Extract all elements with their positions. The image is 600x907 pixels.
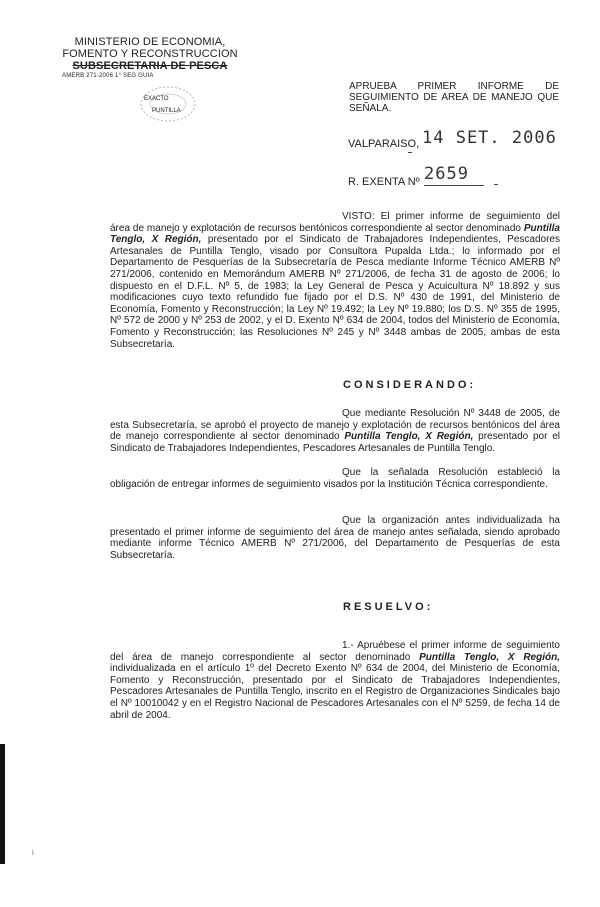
- dash-mark: [494, 184, 498, 185]
- visto-sector: Puntilla Tenglo, X Región,: [110, 222, 560, 246]
- scan-edge-mark: [0, 744, 5, 864]
- resuelvo-1-rest: individualizada en el artículo 1º del Decreto Exento Nº 634 de 2004, del Ministerio de Economía, Fomento y Reconstrucción, presentado por el Sindicato de Trabajadores Independientes, Pescadores Artesanales de Puntilla Tenglo, inscrito en el Registro de Organizaciones Sindicales bajo el Nº 10010042 y en el Registro Nacional de Pescadores Artesanales con el Nº 5259, de fecha 14 de abril de 2004.: [110, 663, 560, 721]
- resuelvo-1-sector: Puntilla Tenglo, X Región,: [419, 651, 561, 663]
- date-stamp: 14 SET. 2006: [422, 128, 557, 148]
- stamp-text-2: PUNTILLA: [152, 108, 181, 114]
- stamp-text-1: EXACTO: [144, 96, 169, 102]
- considerando-1-rest: presentado por el Sindicato de Trabajadores Independientes, Pescadores Artesanales de Puntilla Tenglo.: [110, 431, 560, 454]
- considerando-paragraph-3: Que la organización antes individualizada ha presentado el primer informe de seguimiento del área de manejo antes señalada, siendo aprobado mediante informe Técnico AMERB Nº 271/2006, del Departamento de Pesquerías de esta Subsecretaría.: [110, 515, 560, 561]
- exenta-number: 2659: [424, 164, 469, 184]
- exenta-underline: [424, 185, 484, 186]
- considerando-heading: CONSIDERANDO:: [343, 379, 477, 391]
- corner-mark: i: [32, 848, 34, 857]
- ministry-line-1: MINISTERIO DE ECONOMIA,: [74, 36, 226, 48]
- resuelvo-paragraph-1: [110, 640, 560, 721]
- exenta-label: R. EXENTA Nº: [348, 176, 420, 188]
- subsecretaria-line: SUBSECRETARIA DE PESCA: [72, 60, 228, 72]
- considerando-1-sector: Puntilla Tenglo, X Región,: [344, 431, 474, 443]
- place-label: VALPARAISO,: [348, 138, 420, 150]
- resuelvo-1-lead: 1.- Apruébese el primer informe de seguimiento del área de manejo correspondiente al sector denominado: [110, 640, 560, 663]
- considerando-paragraph-1: [110, 408, 560, 454]
- official-stamp-icon: [138, 84, 198, 124]
- visto-paragraph: [110, 211, 560, 350]
- letterhead: [55, 36, 245, 72]
- resuelvo-heading: RESUELVO:: [343, 601, 434, 613]
- considerando-1-lead: Que mediante Resolución Nº 3448 de 2005, de esta Subsecretaría, se aprobó el proyecto de manejo y explotación de recursos bentónicos del área de manejo correspondiente al sector denominado: [110, 408, 560, 443]
- visto-rest: presentado por el Sindicato de Trabajadores Independientes, Pescadores Artesanales de Puntilla Tenglo, visado por Consultora Pupalda Ltda.; lo informado por el Departamento de Pesquerías de la Subsecretaría de Pesca mediante Informe Técnico AMERB Nº 271/2006, contenido en Memorándum AMERB Nº 271/2006, de fecha 31 de agosto de 2006; lo dispuesto en el D.F.L. Nº 5, de 1983; la Ley General de Pesca y Acuicultura Nº 18.892 y sus modificaciones cuyo texto refundido fue fijado por el D.S. Nº 430 de 1991, del Ministerio de Economía, Fomento y Reconstrucción; la Ley Nº 19.492; la Ley Nº 19.880; los D.S. Nº 355 de 1995, Nº 572 de 2000 y Nº 253 de 2002, y el D. Exento Nº 634 de 2004, todos del Ministerio de Economía, Fomento y Reconstrucción; las Resoluciones Nº 245 y Nº 3448 ambas de 2005, ambas de esta Subsecretaría.: [110, 234, 560, 350]
- document-subject: APRUEBA PRIMER INFORME DE SEGUIMIENTO DE AREA DE MANEJO QUE SEÑALA.: [349, 81, 559, 114]
- visto-lead: VISTO: El primer informe de seguimiento del área de manejo y explotación de recursos bentónicos correspondiente al sector denominado: [110, 211, 560, 234]
- considerando-paragraph-2: Que la señalada Resolución estableció la obligación de entregar informes de seguimiento visados por la Institución Técnica correspondiente.: [110, 467, 560, 490]
- ministry-line-2: FOMENTO Y RECONSTRUCCION: [62, 48, 238, 60]
- reference-code: AMERB 271-2006 1° SEG GUIA: [62, 73, 154, 79]
- dash-mark: [408, 152, 412, 153]
